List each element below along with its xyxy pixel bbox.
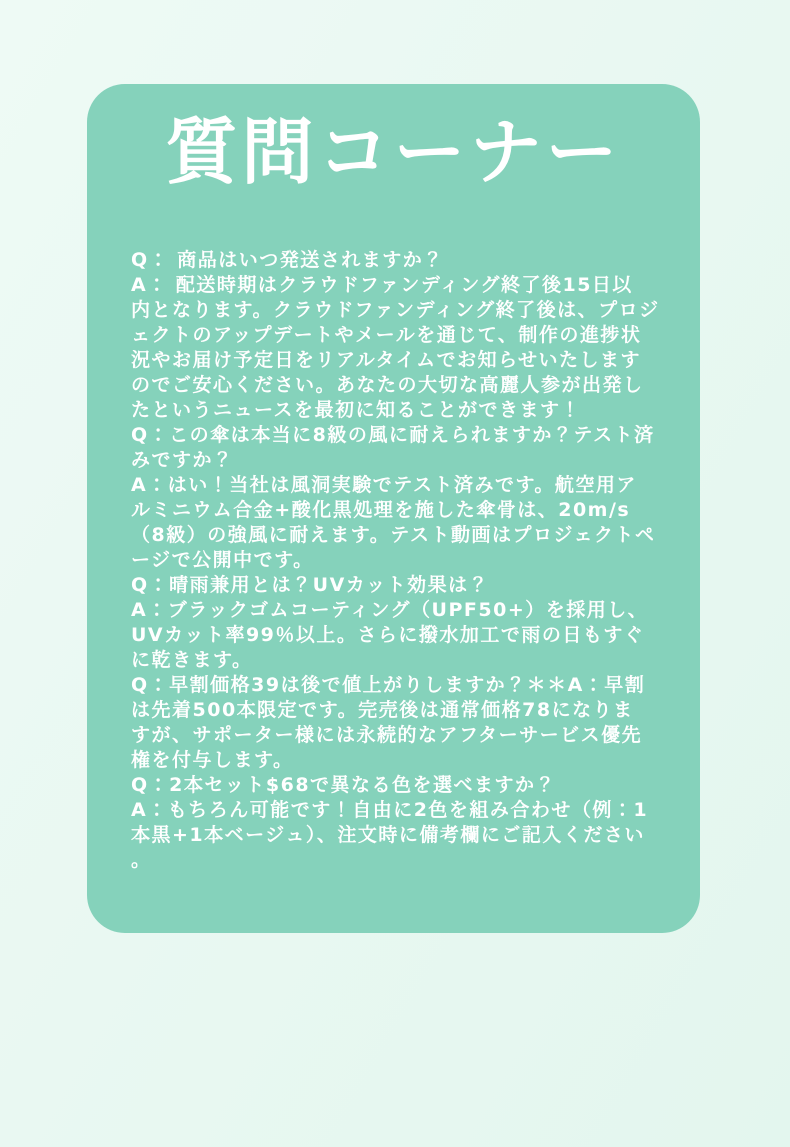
faq-line: A：はい！当社は風洞実験でテスト済みです。航空用ア [131, 474, 637, 496]
faq-line: 内となります。クラウドファンディング終了後は、プロジ [131, 299, 660, 321]
faq-line: UVカット率99％以上。さらに撥水加工で雨の日もすぐ [131, 624, 645, 646]
faq-line: 況やお届け予定日をリアルタイムでお知らせいたします [131, 349, 642, 371]
faq-line: すが、サポーター様には永続的なアフターサービス優先 [131, 724, 643, 746]
faq-line: 本黒+1本ベージュ）、注文時に備考欄にご記入ください [131, 824, 645, 846]
faq-line: A：ブラックゴムコーティング（UPF50+）を採用し、 [131, 599, 649, 621]
faq-title: 質問コーナー [165, 110, 622, 194]
faq-line: Q： 商品はいつ発送されますか？ [131, 249, 444, 271]
faq-line: ェクトのアップデートやメールを通じて、制作の進捗状 [131, 324, 642, 346]
faq-body [87, 248, 700, 873]
faq-card [87, 84, 700, 933]
faq-line: Q：早割価格39は後で値上がりしますか？＊＊A：早割 [131, 674, 646, 696]
faq-line: Q：2本セット$68で異なる色を選べますか？ [131, 774, 557, 796]
faq-line: たというニュースを最初に知ることができます！ [131, 399, 582, 421]
faq-line: A： 配送時期はクラウドファンディング終了後15日以 [131, 274, 633, 296]
faq-line: は先着500本限定です。完売後は通常価格78になりま [131, 699, 634, 721]
faq-line: （8級）の強風に耐えます。テスト動画はプロジェクトペ [131, 524, 656, 546]
faq-line: A：もちろん可能です！自由に2色を組み合わせ（例：1 [131, 799, 649, 821]
faq-line: 権を付与します。 [131, 749, 294, 771]
faq-line: ージで公開中です。 [131, 549, 314, 571]
faq-line: みですか？ [131, 449, 234, 471]
faq-line: に乾きます。 [131, 649, 253, 671]
faq-line: Q：晴雨兼用とは？UVカット効果は？ [131, 574, 490, 596]
faq-line: Q：この傘は本当に8級の風に耐えられますか？テスト済 [131, 424, 655, 446]
faq-line: のでご安心ください。あなたの大切な高麗人参が出発し [131, 374, 644, 396]
faq-line: 。 [131, 849, 152, 871]
faq-line: ルミニウム合金+酸化黒処理を施した傘骨は、20m/s [131, 499, 631, 521]
